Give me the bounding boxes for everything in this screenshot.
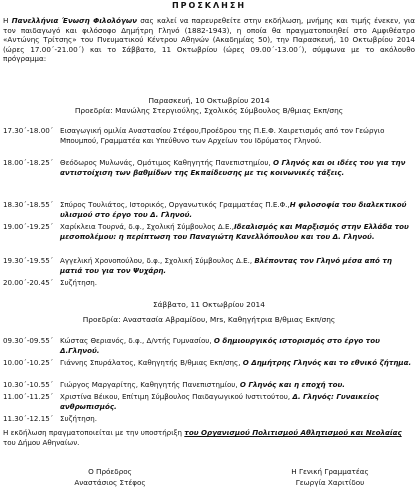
talk-title: Η φιλοσοφία του διαλεκτικού υλισμού στο έργο του Δ. Γληνού.: [60, 200, 407, 219]
talk-speaker: Συζήτηση.: [60, 414, 97, 423]
talk-speaker: Σπύρος Τουλιάτος, Ιστορικός, Οργανωτικός Γραμματέας Π.Ε.Φ.,: [60, 200, 290, 209]
day1-chair: Προεδρία: Μανώλης Στεργιούλης, Σχολικός Σύμβουλος Β/θμιας Εκπ/σης: [74, 106, 344, 115]
signature-role: Η Γενική Γραμματέας: [291, 467, 369, 476]
intro-organization: Πανελλήνια Ένωση Φιλολόγων: [11, 16, 138, 25]
talk-title: Ο δημιουργικός ιστορισμός στο έργο του Δ.Γληνού.: [60, 336, 380, 355]
time-slot: 19.00΄-19.25΄: [3, 222, 54, 231]
intro-rest: σας καλεί να παρευρεθείτε στην εκδήλωση, μνήμης και τιμής ένεκεν, για τον παιδαγωγό και φιλόσοφο Δημήτρη Γληνό (1882-1943), η οποία θα πραγματοποιηθεί στο Αμφιθέατρο «Αντώνης Τρίτσης» του Πνευματικού Κέντρου Αθηνών (Ακαδημίας 50), την Παρασκευή, 10 Οκτωβρίου 2014 (ώρες 17.00΄-21.00΄) και το Σάββατο, 11 Οκτωβρίου (ώρες 09.00΄-13.00΄), σύμφωνα με το ακόλουθο πρόγραμμα:: [3, 16, 415, 64]
talk-title: Ο Γληνός και η εποχή του.: [239, 380, 345, 389]
talk-speaker: Συζήτηση.: [60, 278, 97, 287]
talk-speaker: Γιώργος Μαργαρίτης, Καθηγητής Πανεπιστημίου,: [60, 380, 240, 389]
page-title: ΠΡΟΣΚΛΗΣΗ: [171, 1, 247, 10]
time-slot: 11.30΄-12.15΄: [3, 414, 54, 423]
signature-president: [40, 466, 180, 488]
time-slot: 18.00΄-18.25΄: [3, 158, 54, 167]
signature-name: Γεωργία Χαριτίδου: [295, 478, 365, 487]
talk-title: Ιδεαλισμός και Μαρξισμός στην Ελλάδα του μεσοπολέμου: η περίπτωση του Παναγιώτη Κανελλόπουλου και του Δ. Γληνού.: [60, 222, 409, 241]
talk-description: [60, 380, 415, 390]
signature-role: Ο Πρόεδρος: [88, 467, 132, 476]
time-slot: 18.30΄-18.55΄: [3, 200, 54, 209]
talk-description: [60, 392, 415, 412]
talk-speaker: Κώστας Θεριανός, δ.φ., Δ/ντής Γυμνασίου,: [60, 336, 214, 345]
time-slot: 10.30΄-10.55΄: [3, 380, 54, 389]
talk-description: [60, 278, 415, 288]
talk-description: [60, 158, 415, 178]
time-slot: 10.00΄-10.25΄: [3, 358, 54, 367]
talk-description: [60, 336, 415, 356]
closing-lead: Η εκδήλωση πραγματοποιείται με την υποστήριξη: [3, 428, 185, 437]
talk-description: [60, 358, 415, 368]
talk-title: Δ. Γληνός: Γυναικείος ανθρωπισμός.: [60, 392, 379, 411]
talk-description: [60, 222, 415, 242]
signature-name: Αναστάσιος Στέφος: [74, 478, 146, 487]
intro-paragraph: [3, 16, 415, 64]
talk-description: [60, 200, 415, 220]
talk-speaker: Χριστίνα Βέικου, Επίτιμη Σύμβουλος Παιδαγωγικού Ινστιτούτου,: [60, 392, 293, 401]
talk-speaker: Αγγελική Χρονοπούλου, δ.φ., Σχολική Σύμβουλος Δ.Ε.,: [60, 256, 255, 265]
talk-description: [60, 126, 415, 146]
talk-speaker: Χαρίκλεια Τουρνά, δ.φ., Σχολική Σύμβουλος Δ.Ε.,: [60, 222, 235, 231]
signature-secretary: [250, 466, 410, 488]
time-slot: 17.30΄-18.00΄: [3, 126, 54, 135]
talk-speaker: Θεόδωρος Μυλωνάς, Ομότιμος Καθηγητής Πανεπιστημίου,: [60, 158, 274, 167]
time-slot: 09.30΄-09.55΄: [3, 336, 54, 345]
talk-title: Ο Δημήτρης Γληνός και το εθνικό ζήτημα.: [242, 358, 412, 367]
talk-title: Βλέποντας τον Γληνό μέσα από τη ματιά του για τον Ψυχάρη.: [60, 256, 392, 275]
talk-speaker: Γιάννης Σπυράλατος, Καθηγητής Β/θμιας Εκπ/σης,: [60, 358, 243, 367]
time-slot: 20.00΄-20.45΄: [3, 278, 54, 287]
closing-tail: του Δήμου Αθηναίων.: [3, 438, 80, 447]
talk-description: [60, 414, 415, 424]
day1-date: Παρασκευή, 10 Οκτωβρίου 2014: [148, 96, 270, 105]
day2-date: Σάββατο, 11 Οκτωβρίου 2014: [153, 300, 265, 309]
talk-description: [60, 256, 415, 276]
talk-speaker: Εισαγωγική ομιλία Αναστασίου Στέφου,Προέδρου της Π.Ε.Φ. Χαιρετισμός από τον Γεώργιο Μπουμπού, Γραμματέα και Υπεύθυνο των Αρχείων του Ιδρύματος Γληνού.: [60, 126, 385, 145]
time-slot: 11.00΄-11.25΄: [3, 392, 54, 401]
talk-title: Ο Γληνός και οι ιδέες του για την αντιστοίχιση των βαθμίδων της Εκπαίδευσης με τις κοινωνικές τάξεις.: [60, 158, 406, 177]
closing-sponsor: του Οργανισμού Πολιτισμού Αθλητισμού και Νεολαίας: [184, 428, 402, 437]
closing-note: [3, 428, 415, 448]
day2-chair: Προεδρία: Αναστασία Αβραμίδου, Mrs, Καθηγήτρια Β/θμιας Εκπ/σης: [82, 315, 336, 324]
time-slot: 19.30΄-19.55΄: [3, 256, 54, 265]
intro-lead: Η: [3, 16, 12, 25]
